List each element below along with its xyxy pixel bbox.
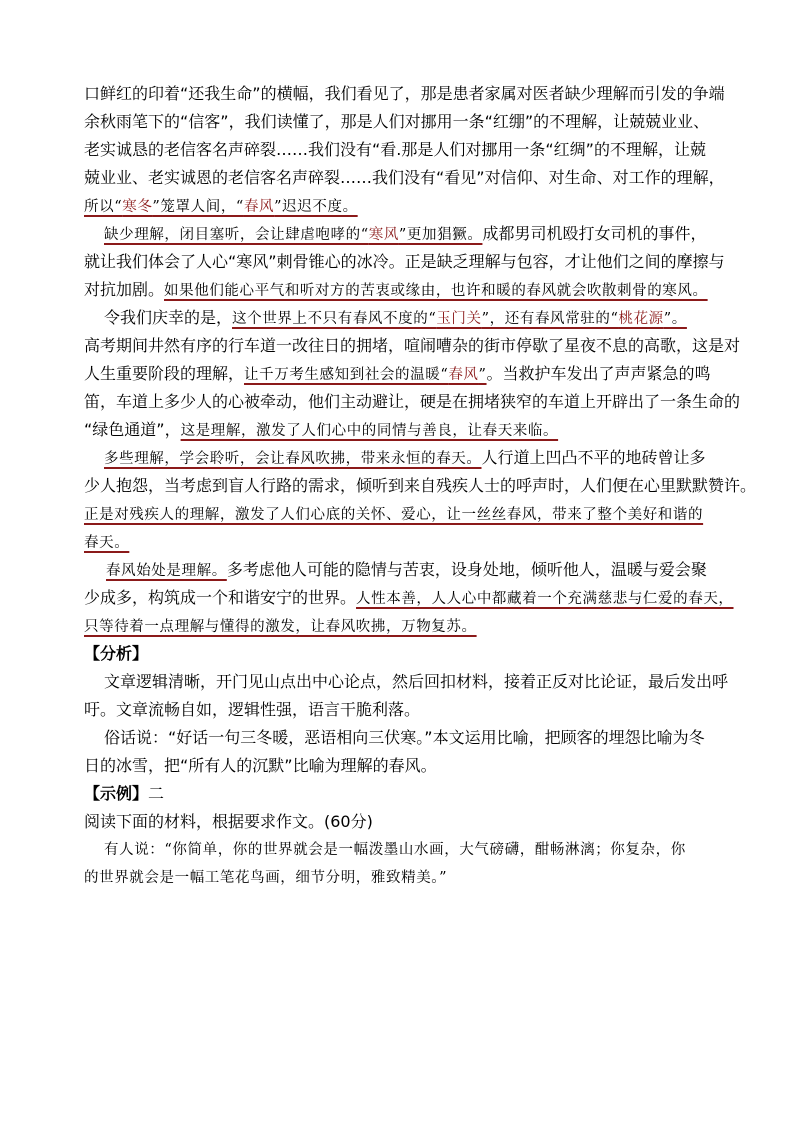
paragraph-5 xyxy=(84,560,734,644)
text-line: 俗话说：“好话一句三冬暖，恶语相向三伏寒。”本文运用比喻，把顾客的埋怨比喻为冬 xyxy=(104,728,705,747)
emphasized-text: 多些理解，学会聆听，会让春风吹拂，带来永恒的春天。 xyxy=(104,451,482,467)
paragraph-2 xyxy=(84,224,724,308)
emphasized-text: 春风始处是理解。 xyxy=(106,563,227,579)
text-line: “绿色通道”，这是理解，激发了人们心中的同情与善良，让春天来临。 xyxy=(84,420,559,439)
text-line: 文章逻辑清晰，开门见山点出中心论点，然后回扣材料，接着正反对比论证，最后发出呼 xyxy=(104,672,729,691)
text-line: 老实诚恳的老信客名声碎裂……我们没有“看.那是人们对挪用一条“红绸”的不理解，让兢 xyxy=(84,140,706,159)
document-page xyxy=(84,84,757,896)
emphasized-text: 如果他们能心平气和听对方的苦衷或缘由，也许和暖的春风就会吹散刺骨的寒风。 xyxy=(164,283,708,299)
text-line: 就让我们体会了人心“寒风”刺骨锥心的冰冷。正是缺乏理解与包容，才让他们之间的摩擦与 xyxy=(84,252,725,271)
text-line: 高考期间井然有序的行车道一改往日的拥堵，喧闹嘈杂的街市停歇了星夜不息的高歌，这是对 xyxy=(84,336,741,355)
emphasized-text: 正是对残疾人的理解，激发了人们心底的关怀、爱心，让一丝丝春风，带来了整个美好和谐的 xyxy=(84,507,704,523)
quote-line: 有人说：“你简单，你的世界就会是一幅泼墨山水画，大气磅礴，酣畅淋漓；你复杂，你 xyxy=(104,842,686,858)
text-line xyxy=(84,616,724,644)
text-line: 人生重要阶段的理解，让千万考生感知到社会的温暖“春风”。当救护车发出了声声紧急的鸣 xyxy=(84,364,711,383)
quote-line: 的世界就会是一幅工笔花鸟画，细节分明，雅致精美。” xyxy=(84,870,448,886)
text-line xyxy=(84,532,724,560)
example-heading: 【示例】 xyxy=(84,784,149,803)
analysis-heading: 【分析】 xyxy=(84,644,149,663)
emphasized-text: 人性本善，人人心中都藏着一个充满慈悲与仁爱的春天， xyxy=(356,591,734,607)
emphasized-text: 缺少理解，闭目塞听，会让肆虐咆哮的“寒风”更加猖獗。 xyxy=(104,227,483,243)
emphasized-text: 让千万考生感知到社会的温暖“春风” xyxy=(244,367,487,383)
text-line: 吁。文章流畅自如，逻辑性强，语言干脆利落。 xyxy=(84,700,421,719)
emphasized-text: 这个世界上不只有春风不度的“玉门关”，还有春风常驻的“桃花源”。 xyxy=(232,311,687,327)
text-line: 余秋雨笔下的“信客”，我们读懂了，那是人们对挪用一条“红绷”的不理解，让兢兢业业、 xyxy=(84,112,710,131)
emphasized-text: 所以“寒冬”笼罩人间，“春风”迟迟不度。 xyxy=(84,199,358,215)
text-line: 对抗加剧。如果他们能心平气和听对方的苦衷或缘由，也许和暖的春风就会吹散刺骨的寒风。 xyxy=(84,280,708,299)
text-line: 兢业业、老实诚恩的老信客名声碎裂……我们没有“看见”对信仰、对生命、对工作的理解， xyxy=(84,168,725,187)
emphasized-text: 春天。 xyxy=(84,535,130,551)
text-line: 日的冰雪，把“所有人的沉默”比喻为理解的春风。 xyxy=(84,756,437,775)
text-line: 令我们庆幸的是，这个世界上不只有春风不度的“玉门关”，还有春风常驻的“桃花源”。 xyxy=(104,308,687,327)
text-line: 少人抱怨，当考虑到盲人行路的需求，倾听到来自残疾人士的呼声时，人们便在心里默默赞许。 xyxy=(84,476,757,495)
text-line: 少成多，构筑成一个和谐安宁的世界。人性本善，人人心中都藏着一个充满慈悲与仁爱的春天， xyxy=(84,588,734,607)
paragraph-3 xyxy=(84,308,741,448)
text-line: 多些理解，学会聆听，会让春风吹拂，带来永恒的春天。人行道上凹凸不平的地砖曾让多 xyxy=(104,448,706,467)
text-line: 缺少理解，闭目塞听，会让肆虐咆哮的“寒风”更加猖獗。成都男司机殴打女司机的事件， xyxy=(104,224,707,243)
emphasized-text: 这是理解，激发了人们心中的同情与善良，让春天来临。 xyxy=(180,423,559,439)
paragraph-4 xyxy=(84,448,757,560)
text-line xyxy=(84,196,724,224)
task-prompt: 阅读下面的材料，根据要求作文。(60分) xyxy=(84,812,373,831)
paragraph-1 xyxy=(84,84,724,224)
text-line xyxy=(84,504,724,532)
emphasized-text: 只等待着一点理解与懂得的激发，让春风吹拂，万物复苏。 xyxy=(84,619,477,635)
text-line: 春风始处是理解。多考虑他人可能的隐情与苦衷，设身处地，倾听他人，温暖与爱会聚 xyxy=(106,560,707,579)
text-line: 口鲜红的印着“还我生命”的横幅，我们看见了，那是患者家属对医者缺少理解而引发的争端 xyxy=(84,84,725,103)
example-number: 二 xyxy=(148,784,165,803)
text-line: 笛，车道上多少人的心被牵动，他们主动避让，硬是在拥堵狭窄的车道上开辟出了一条生命的 xyxy=(84,392,741,411)
example-heading-line xyxy=(84,784,724,812)
